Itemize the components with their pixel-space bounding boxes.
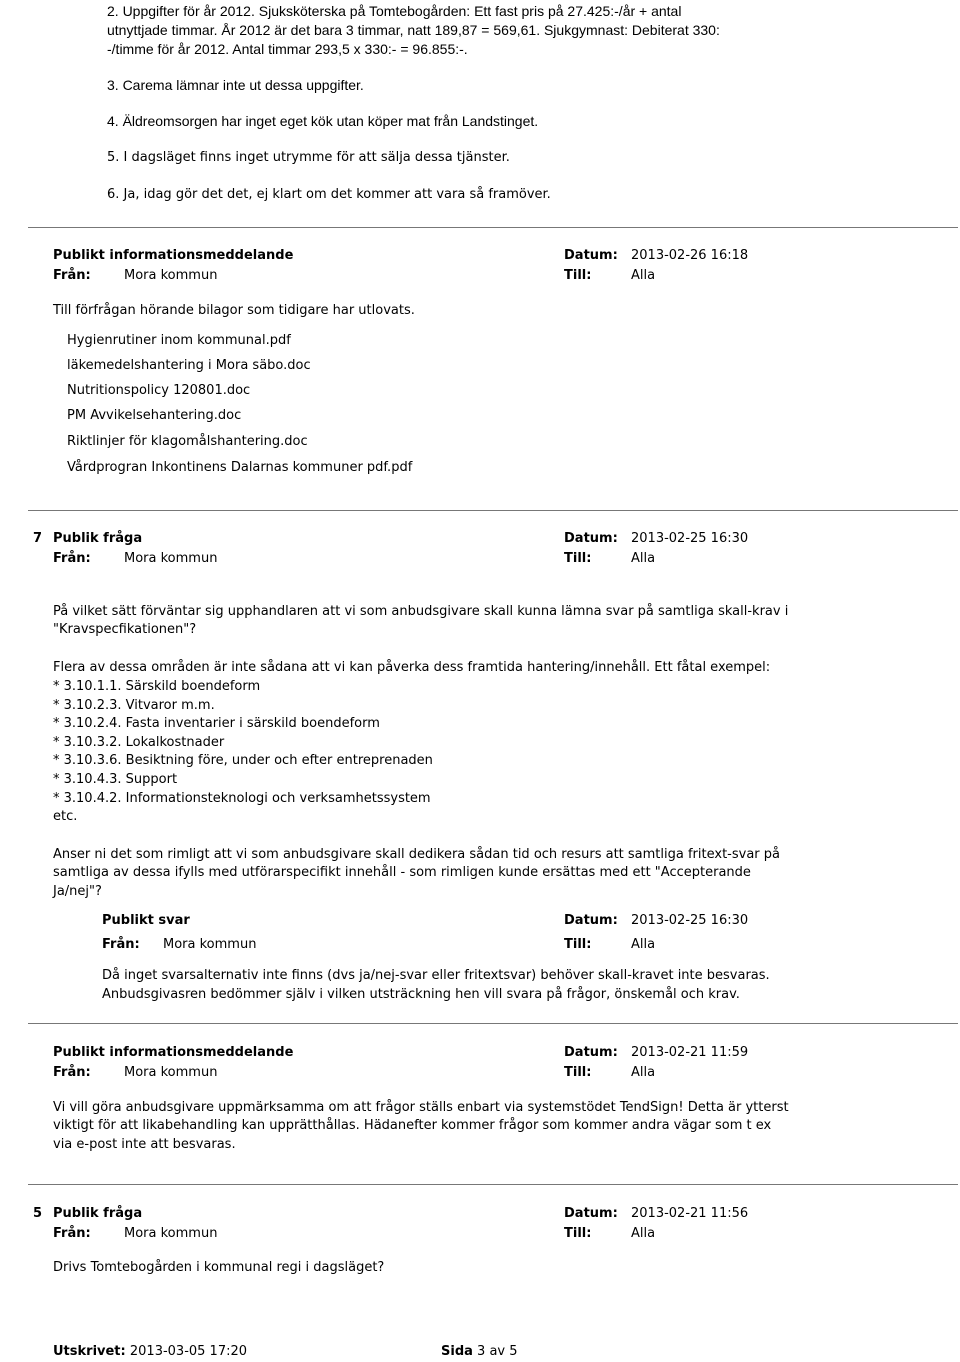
divider [28, 510, 958, 511]
q5-date: 2013-02-21 11:56 [631, 1206, 749, 1221]
q7-paragraph-3b: samtliga av dessa ifylls med utförarspecifikt innehåll - som rimligen kunde ersättas med ett "Accepterande [53, 865, 751, 880]
q5-from-label: Från: [53, 1226, 91, 1241]
q5-to: Alla [631, 1226, 656, 1241]
divider [28, 1184, 958, 1185]
list-item-6: 6. Ja, idag gör det det, ej klart om det kommer att vara så framöver. [107, 187, 551, 202]
info2-to: Alla [631, 1065, 656, 1080]
q7-list-item: * 3.10.2.3. Vitvaror m.m. [53, 698, 215, 713]
info2-line-3: via e-post inte att besvaras. [53, 1137, 236, 1152]
info1-to: Alla [631, 268, 656, 283]
answer-title: Publikt svar [102, 913, 190, 928]
info2-line-1: Vi vill göra anbudsgivare uppmärksamma om att frågor ställs enbart via systemstödet TendSign! Detta är ytterst [53, 1100, 789, 1115]
q7-paragraph-3c: Ja/nej"? [53, 884, 102, 899]
info1-to-label: Till: [564, 268, 592, 283]
list-line-2c: -/timme för år 2012. Antal timmar 293,5 x 330:- = 96.855:-. [107, 41, 468, 57]
q5-to-label: Till: [564, 1226, 592, 1241]
q7-from: Mora kommun [124, 551, 218, 566]
q5-title: Publik fråga [53, 1206, 143, 1221]
list-line-2a: 2. Uppgifter för år 2012. Sjuksköterska på Tomtebogården: Ett fast pris på 27.425:-/år + antal [107, 3, 682, 19]
q7-paragraph-3a: Anser ni det som rimligt att vi som anbudsgivare skall dedikera sådan tid och resurs att samtliga fritext-svar på [53, 847, 780, 862]
answer-to: Alla [631, 937, 656, 952]
answer-from: Mora kommun [163, 937, 257, 952]
q7-paragraph-1b: "Kravspecfikationen"? [53, 622, 197, 637]
footer-printed-value: 2013-03-05 17:20 [129, 1344, 248, 1359]
info2-title: Publikt informationsmeddelande [53, 1045, 294, 1060]
footer-page [441, 1343, 518, 1362]
answer-line-1: Då inget svarsalternativ inte finns (dvs ja/nej-svar eller fritextsvar) behöver skall-kravet inte besvaras. [102, 968, 770, 983]
list-item-3: 3. Carema lämnar inte ut dessa uppgifter. [107, 77, 364, 93]
footer-page-label: Sida [441, 1344, 473, 1359]
q5-number: 5 [33, 1206, 43, 1221]
attachment-link[interactable]: Hygienrutiner inom kommunal.pdf [67, 333, 291, 348]
q5-from: Mora kommun [124, 1226, 218, 1241]
attachment-link[interactable]: läkemedelshantering i Mora säbo.doc [67, 358, 311, 373]
list-item-4: 4. Äldreomsorgen har inget eget kök utan köper mat från Landstinget. [107, 113, 539, 129]
info1-date: 2013-02-26 16:18 [631, 248, 749, 263]
q5-datum-label: Datum: [564, 1206, 618, 1221]
q7-list-item: * 3.10.3.6. Besiktning före, under och efter entreprenaden [53, 753, 433, 768]
footer-printed [53, 1343, 247, 1362]
q7-list-item: etc. [53, 809, 78, 824]
q7-from-label: Från: [53, 551, 91, 566]
answer-to-label: Till: [564, 937, 592, 952]
info2-date: 2013-02-21 11:59 [631, 1045, 749, 1060]
info2-from-label: Från: [53, 1065, 91, 1080]
answer-line-2: Anbudsgivasren bedömmer själv i vilken utsträckning hen vill svara på frågor, önskemål och krav. [102, 987, 740, 1002]
q7-date: 2013-02-25 16:30 [631, 531, 749, 546]
info1-datum-label: Datum: [564, 248, 618, 263]
info2-datum-label: Datum: [564, 1045, 618, 1060]
info1-title: Publikt informationsmeddelande [53, 248, 294, 263]
list-line-2b: utnyttjade timmar. År 2012 är det bara 3 timmar, natt 189,87 = 569,61. Sjukgymnast: Debiterat 330: [107, 22, 720, 38]
q7-to: Alla [631, 551, 656, 566]
info2-from: Mora kommun [124, 1065, 218, 1080]
q5-body: Drivs Tomtebogården i kommunal regi i dagsläget? [53, 1260, 385, 1275]
answer-from-label: Från: [102, 937, 140, 952]
attachment-link[interactable]: Nutritionspolicy 120801.doc [67, 383, 251, 398]
footer-printed-label: Utskrivet: [53, 1344, 126, 1359]
q7-paragraph-1a: På vilket sätt förväntar sig upphandlaren att vi som anbudsgivare skall kunna lämna svar på samtliga skall-krav i [53, 604, 789, 619]
list-item-5: 5. I dagsläget finns inget utrymme för att sälja dessa tjänster. [107, 150, 510, 165]
info2-line-2: viktigt för att likabehandling kan upprätthållas. Hädanefter kommer frågor som kommer andra vägar som t ex [53, 1118, 772, 1133]
q7-list-item: * 3.10.4.2. Informationsteknologi och verksamhetssystem [53, 791, 431, 806]
answer-datum-label: Datum: [564, 913, 618, 928]
q7-title: Publik fråga [53, 531, 143, 546]
q7-datum-label: Datum: [564, 531, 618, 546]
attachment-link[interactable]: Vårdprogran Inkontinens Dalarnas kommuner pdf.pdf [67, 460, 413, 475]
q7-list-item: * 3.10.1.1. Särskild boendeform [53, 679, 261, 694]
attachment-link[interactable]: PM Avvikelsehantering.doc [67, 408, 242, 423]
answer-date: 2013-02-25 16:30 [631, 913, 749, 928]
divider [28, 227, 958, 228]
attachment-link[interactable]: Riktlinjer för klagomålshantering.doc [67, 434, 308, 449]
q7-list-item: * 3.10.2.4. Fasta inventarier i särskild boendeform [53, 716, 380, 731]
info2-to-label: Till: [564, 1065, 592, 1080]
divider [28, 1023, 958, 1024]
q7-to-label: Till: [564, 551, 592, 566]
q7-list-item: * 3.10.3.2. Lokalkostnader [53, 735, 225, 750]
footer-page-value: 3 av 5 [477, 1344, 518, 1359]
q7-paragraph-2: Flera av dessa områden är inte sådana att vi kan påverka dess framtida hantering/innehåll. Ett fåtal exempel: [53, 660, 771, 675]
q7-list-item: * 3.10.4.3. Support [53, 772, 178, 787]
q7-number: 7 [33, 531, 43, 546]
info1-from-label: Från: [53, 268, 91, 283]
info1-body: Till förfrågan hörande bilagor som tidigare har utlovats. [53, 303, 415, 318]
info1-from: Mora kommun [124, 268, 218, 283]
